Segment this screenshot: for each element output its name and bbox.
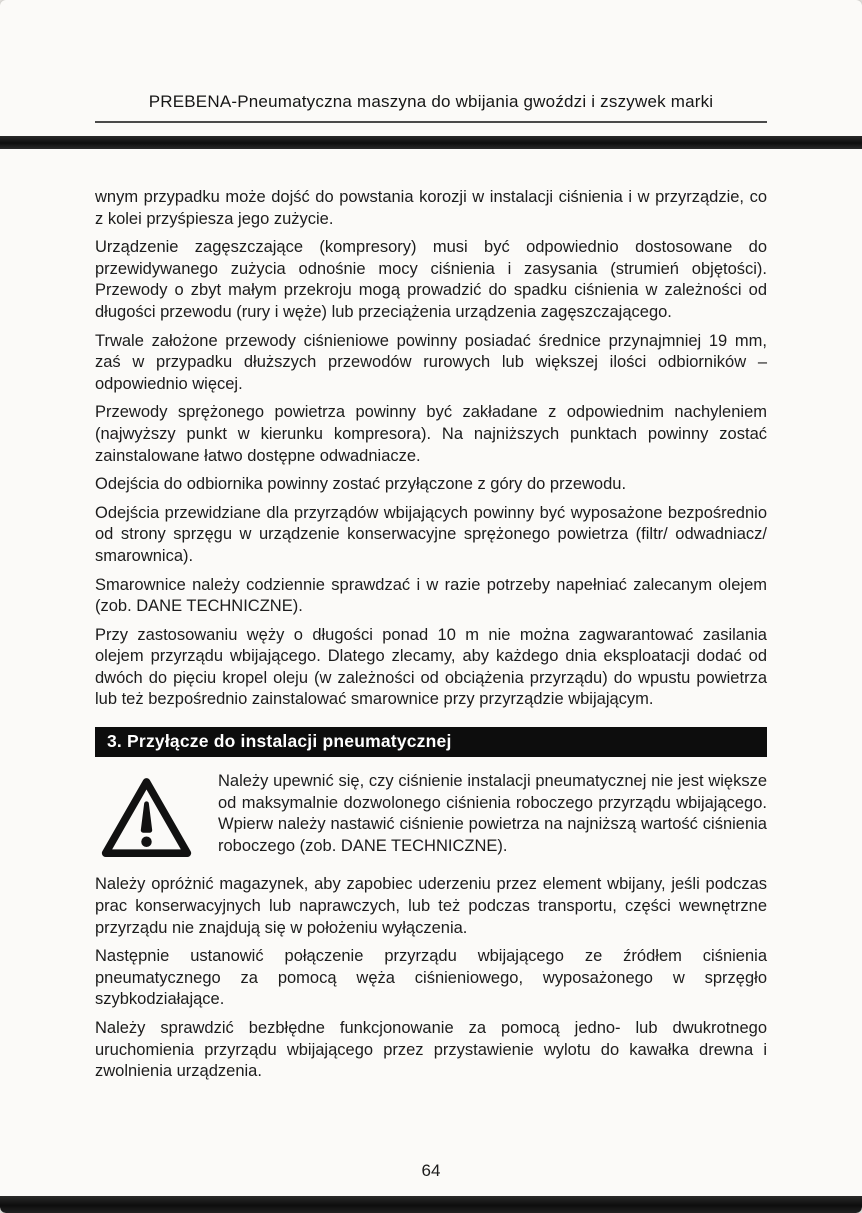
page-content xyxy=(95,149,767,1083)
warning-block xyxy=(95,771,767,864)
warning-triangle-exclamation-icon xyxy=(99,775,194,861)
section-heading: 3. Przyłącze do instalacji pneumatycznej xyxy=(95,727,767,757)
header-rule xyxy=(95,121,767,123)
paragraph: Przy zastosowaniu węży o długości ponad 10 m nie można zagwarantować zasilania olejem przyrządu wbijającego. Dlatego zlecamy, aby każdego dnia eksploatacji dodać od dwóch do pięciu kropel oleju (w zależności od obciążenia przyrządu) do wpustu powietrza lub też bezpośrednio zainstalować smarownice przy przyrządzie wbijającym. xyxy=(95,625,767,709)
paragraph: Przewody sprężonego powietrza powinny być zakładane z odpowiednim nachyleniem (najwyższy punkt w kierunku kompresora). Na najniższych punktach powinny zostać zainstalowane łatwo dostępne odwadniacze. xyxy=(95,403,767,465)
paragraph: Smarownice należy codziennie sprawdzać i w razie potrzeby napełniać zalecanym olejem (zob. DANE TECHNICZNE). xyxy=(95,575,767,616)
paragraph: Należy opróżnić magazynek, aby zapobiec uderzeniu przez element wbijany, jeśli podczas prac konserwacyjnych lub naprawczych, lub też podczas transportu, części wewnętrzne przyrządu nie znajdują się w położeniu wyłączenia. xyxy=(95,875,767,937)
paragraph: Odejścia do odbiornika powinny zostać przyłączone z góry do przewodu. xyxy=(95,475,627,494)
paragraph: Trwale założone przewody ciśnieniowe powinny posiadać średnice przynajmniej 19 mm, zaś w przypadku dłuższych przewodów rurowych lub większej ilości odbiorników – odpowiednio więcej. xyxy=(95,331,767,393)
top-divider-bar xyxy=(0,136,862,149)
paragraph: Następnie ustanowić połączenie przyrządu wbijającego ze źródłem ciśnienia pneumatycznego za pomocą węża ciśnieniowego, wyposażonego w sprzęgło szybkodziałające. xyxy=(95,947,767,1009)
warning-text: Należy upewnić się, czy ciśnienie instalacji pneumatycznej nie jest większe od maksymalnie dozwolonego ciśnienia roboczego przyrządu wbijającego. Wpierw należy nastawić ciśnienie powietrza na najniższą wartość ciśnienia roboczego (zob. DANE TECHNICZNE). xyxy=(218,772,767,855)
paragraph: Należy sprawdzić bezbłędne funkcjonowanie za pomocą jedno- lub dwukrotnego uruchomienia przyrządu wbijającego przez przystawienie wylotu do kawałka drewna i zwolnienia urządzenia. xyxy=(95,1019,767,1081)
paragraph: wnym przypadku może dojść do powstania korozji w instalacji ciśnienia i w przyrządzie, co z kolei przyśpiesza jego zużycie. xyxy=(95,188,767,228)
bottom-divider-bar xyxy=(0,1196,862,1213)
page-header xyxy=(0,0,862,123)
paragraph: Urządzenie zagęszczające (kompresory) musi być odpowiednio dostosowane do przewidywanego zużycia odnośnie mocy ciśnienia i zasysania (strumień objętości). Przewody o zbyt małym przekroju mogą prowadzić do spadku ciśnienia w zależności od długości przewodu (rury i węże) lub przeciążenia urządzenia zagęszczającego. xyxy=(95,238,767,321)
page-number: 64 xyxy=(421,1161,441,1180)
paragraph: Odejścia przewidziane dla przyrządów wbijających powinny być wyposażone bezpośrednio od strony sprzęgu w urządzenie konserwacyjne sprężonego powietrza (filtr/ odwadniacz/ smarownica). xyxy=(95,503,767,565)
header-title: PREBENA-Pneumatyczna maszyna do wbijania gwoździ i zszywek marki xyxy=(148,92,714,111)
